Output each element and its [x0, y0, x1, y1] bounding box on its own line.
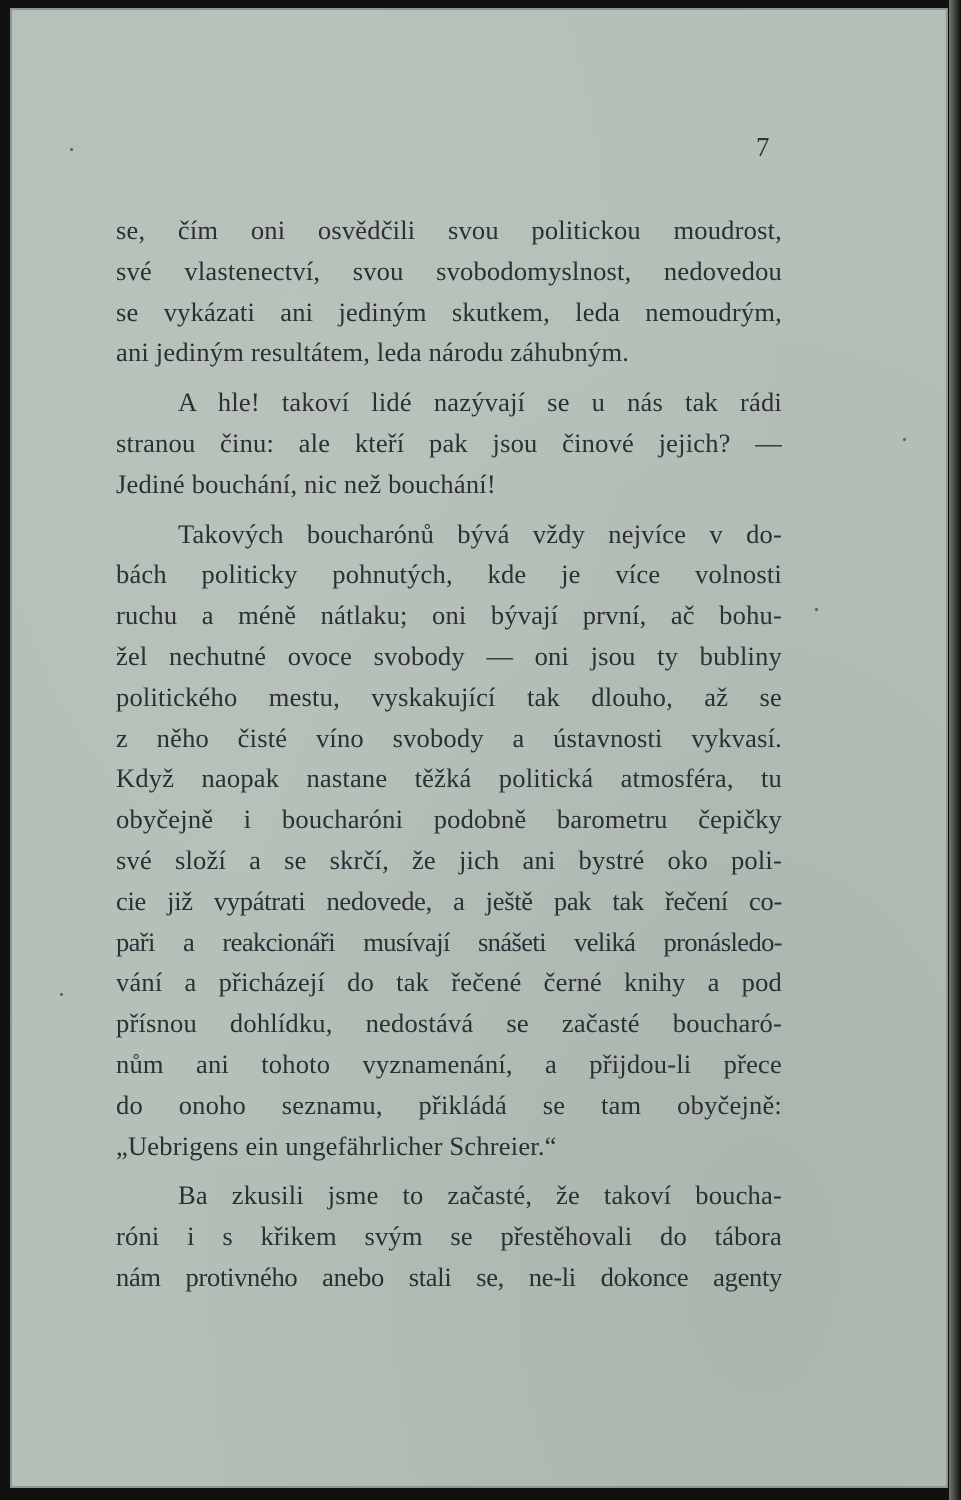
text-line: ani jediným resultátem, leda národu záhubným. — [116, 337, 630, 368]
text-line: přísnou dohlídku, nedostává se začasté boucharó- — [116, 1008, 782, 1039]
text-line: stranou činu: ale kteří pak jsou činové jejich? — — [116, 427, 782, 458]
text-line: nům ani tohoto vyznamenání, a přijdou-li přece — [116, 1048, 782, 1079]
text-line: Takových boucharónů bývá vždy nejvíce v do- — [178, 518, 782, 549]
text-line: do onoho seznamu, přikládá se tam obyčejně: — [116, 1089, 782, 1120]
paragraph — [116, 514, 782, 1167]
text-line: z něho čisté víno svobody a ústavnosti vykvasí. — [116, 722, 782, 753]
body-text — [116, 210, 782, 1298]
text-line: žel nechutné ovoce svobody — oni jsou ty bubliny — [116, 640, 782, 671]
paper-speck — [815, 608, 818, 611]
paragraph — [116, 1175, 782, 1297]
text-line: ruchu a méně nátlaku; oni bývají první, ač bohu- — [116, 600, 782, 631]
page-edge — [949, 0, 961, 1500]
text-line: své složí a se skrčí, že jich ani bystré oko poli- — [116, 844, 782, 875]
text-line: Ba zkusili jsme to začasté, že takoví boucha- — [178, 1180, 782, 1211]
paper-speck — [903, 438, 906, 441]
text-line: politického mestu, vyskakující tak dlouho, až se — [116, 681, 782, 712]
text-line: nám protivného anebo stali se, ne-li dokonce agenty — [116, 1261, 782, 1292]
text-line: paři a reakcionáři musívají snášeti veliká pronásledo- — [116, 926, 782, 957]
page-number: 7 — [756, 132, 770, 162]
text-line: se, čím oni osvědčili svou politickou moudrost, — [116, 215, 782, 245]
paper-speck — [70, 148, 73, 151]
text-line: Když naopak nastane těžká politická atmosféra, tu — [116, 763, 782, 794]
paragraph — [116, 382, 782, 504]
paragraph — [116, 210, 782, 373]
text-line: obyčejně i boucharóni podobně barometru čepičky — [116, 804, 782, 835]
text-line: A hle! takoví lidé nazývají se u nás tak rádi — [178, 387, 782, 418]
text-line: své vlastenectví, svou svobodomyslnost, nedovedou — [116, 255, 782, 286]
text-line: róni i s křikem svým se přestěhovali do tábora — [116, 1221, 782, 1252]
paper-speck — [60, 993, 63, 996]
text-line: se vykázati ani jediným skutkem, leda nemoudrým, — [116, 296, 782, 327]
text-line: bách politicky pohnutých, kde je více volnosti — [116, 559, 782, 590]
text-line: vání a přicházejí do tak řečené černé knihy a pod — [116, 967, 782, 998]
text-line: cie již vypátrati nedovede, a ještě pak tak řečení co- — [116, 885, 782, 916]
text-line: „Uebrigens ein ungefährlicher Schreier.“ — [116, 1130, 557, 1161]
text-line: Jediné bouchání, nic než bouchání! — [116, 468, 496, 499]
